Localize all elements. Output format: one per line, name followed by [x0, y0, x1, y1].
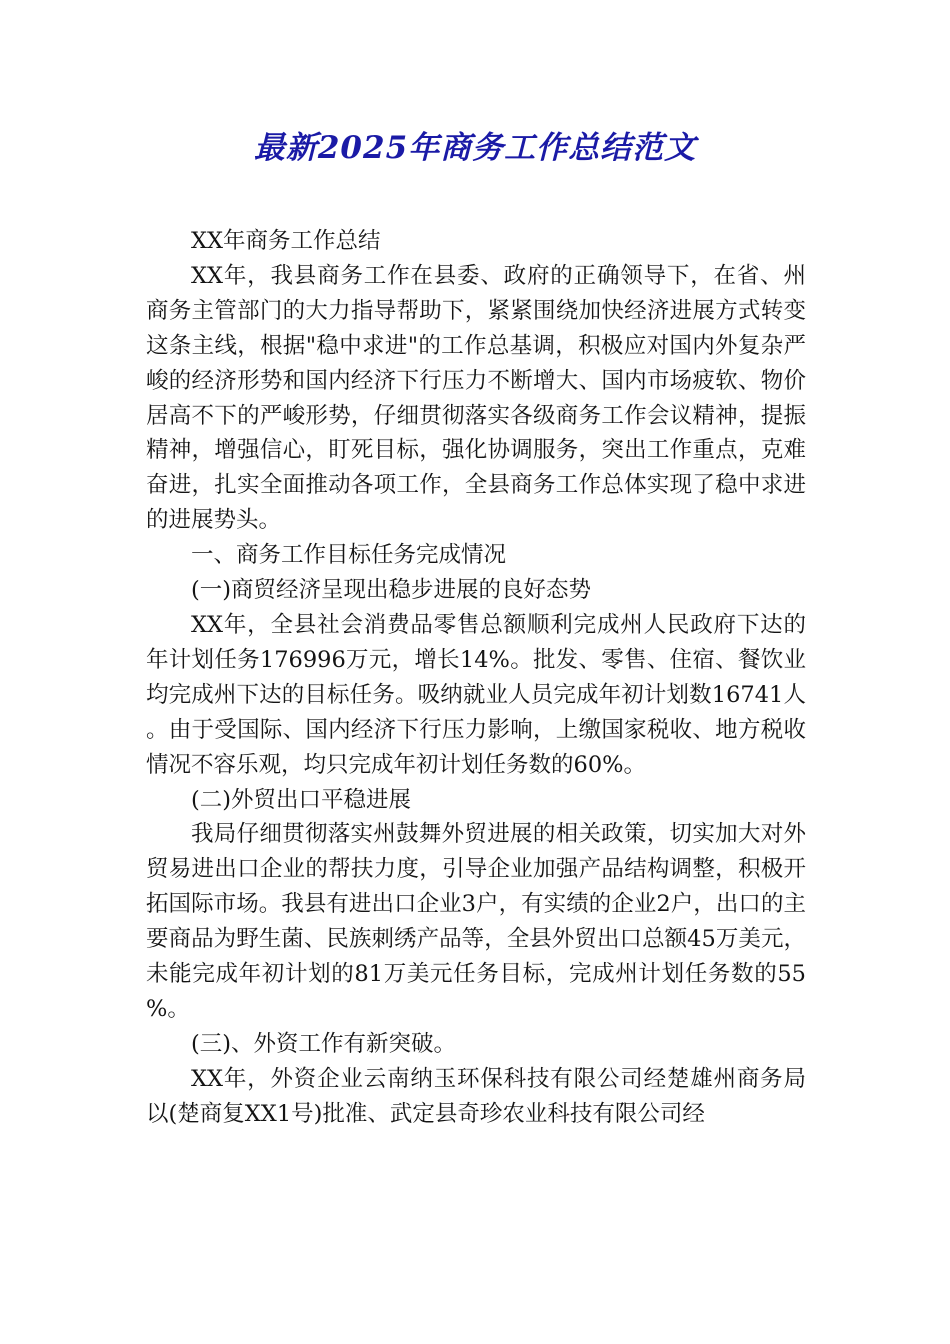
section-heading-1: 一、商务工作目标任务完成情况	[191, 542, 507, 569]
document-body	[146, 224, 806, 1132]
subsection-heading-3: (三)、外资工作有新突破。	[191, 1030, 457, 1057]
paragraph-foreign-trade: 我局仔细贯彻落实州鼓舞外贸进展的相关政策，切实加大对外贸易进出口企业的帮扶力度，引导企业加强产品结构调整，积极开拓国际市场。我县有进出口企业3户，有实绩的企业2户，出口的主要商品为野生菌、民族刺绣产品等，全县外贸出口总额45万美元，未能完成年初计划的81万美元任务目标，完成州计划任务数的55%。	[146, 821, 806, 1022]
subsection-heading-2: (二)外贸出口平稳进展	[191, 786, 412, 813]
paragraph-foreign-investment: XX年，外资企业云南纳玉环保科技有限公司经楚雄州商务局以(楚商复XX1号)批准、武定县奇珍农业科技有限公司经	[146, 1065, 806, 1127]
document-title: 最新2025年商务工作总结范文	[253, 130, 697, 166]
paragraph-heading: XX年商务工作总结	[191, 228, 381, 254]
paragraph-intro: XX年，我县商务工作在县委、政府的正确领导下，在省、州商务主管部门的大力指导帮助下，紧紧围绕加快经济进展方式转变这条主线，根据"稳中求进"的工作总基调，积极应对国内外复杂严峻的经济形势和国内经济下行压力不断增大、国内市场疲软、物价居高不下的严峻形势，仔细贯彻落实各级商务工作会议精神，提振精神，增强信心，盯死目标，强化协调服务，突出工作重点，克难奋进，扎实全面推动各项工作，全县商务工作总体实现了稳中求进的进展势头。	[146, 262, 806, 534]
subsection-heading-1: (一)商贸经济呈现出稳步进展的良好态势	[191, 577, 592, 604]
paragraph-commerce: XX年，全县社会消费品零售总额顺利完成州人民政府下达的年计划任务176996万元，增长14%。批发、零售、住宿、餐饮业均完成州下达的目标任务。吸纳就业人员完成年初计划数16741人。由于受国际、国内经济下行压力影响，上缴国家税收、地方税收情况不容乐观，均只完成年初计划任务数的60%。	[146, 611, 806, 778]
